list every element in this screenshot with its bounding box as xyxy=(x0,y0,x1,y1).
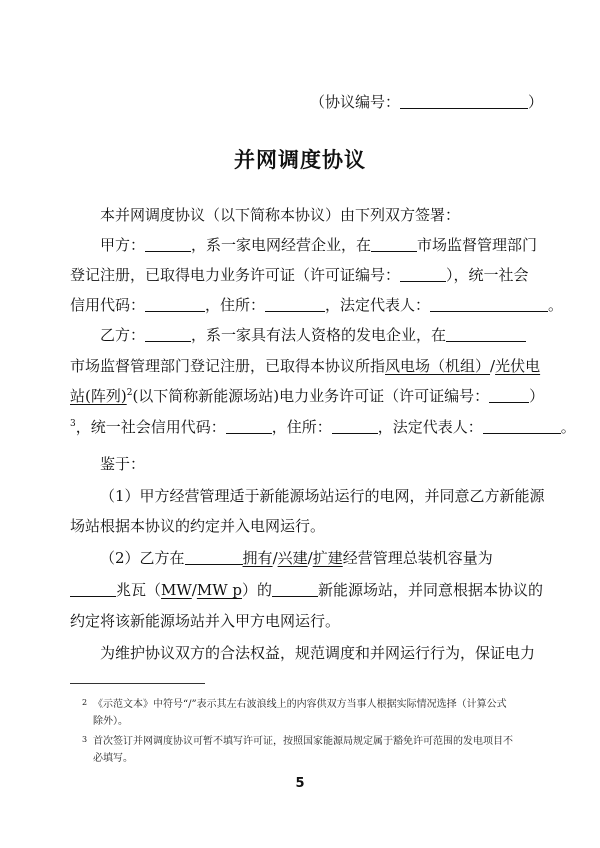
agreement-number-label: （协议编号： xyxy=(310,93,401,111)
option-pv-array: 站(阵列) xyxy=(70,387,127,405)
option-pv-station: 光伏电 xyxy=(495,357,541,375)
option-unit-mw: MW xyxy=(161,581,192,599)
item-1-line-2: 场站根据本协议的约定并入电网运行。 xyxy=(70,517,326,535)
footnote-2-marker: 2 xyxy=(82,698,88,707)
party-b-representative-blank xyxy=(483,418,561,434)
party-a-text: 信用代码： xyxy=(70,296,146,314)
party-a-text: ），统一社会 xyxy=(446,266,529,284)
party-b-text: ，住所： xyxy=(271,418,332,436)
option-separator: / xyxy=(272,549,278,567)
option-expansion: 扩建 xyxy=(312,549,343,567)
party-a-representative-blank xyxy=(430,296,548,312)
party-b-line-1 xyxy=(100,325,526,345)
item-2-line-2 xyxy=(70,580,543,600)
party-a-label: 甲方： xyxy=(100,236,146,254)
party-b-text: ） xyxy=(529,387,545,405)
party-b-text: 。 xyxy=(560,418,576,436)
station-name-blank xyxy=(272,581,318,597)
item-2-line-3: 约定将该新能源场站并入甲方电网运行。 xyxy=(70,612,341,630)
item-1-line-1: （1）甲方经营管理适于新能源场站运行的电网，并同意乙方新能源 xyxy=(100,487,545,505)
option-under-construction: 兴建 xyxy=(277,549,308,567)
party-a-text: 。 xyxy=(548,296,564,314)
option-separator: / xyxy=(490,357,496,375)
footnote-3-line-1: 首次签订并网调度协议可暂不填写许可证，按照国家能源局规定属于豁免许可范围的发电项目不 xyxy=(93,736,513,747)
item-2-text: ）的 xyxy=(242,581,273,599)
party-b-text: ，系一家具有法人资格的发电企业，在 xyxy=(191,326,447,344)
option-separator: / xyxy=(191,581,197,599)
party-a-license-blank xyxy=(400,266,446,282)
intro-paragraph: 本并网调度协议（以下简称本协议）由下列双方签署： xyxy=(100,206,461,224)
party-b-line-2 xyxy=(70,356,540,376)
capacity-blank xyxy=(70,581,116,597)
party-a-credit-code-blank xyxy=(145,296,205,312)
party-a-line-3 xyxy=(70,295,563,315)
footnote-divider xyxy=(70,683,205,684)
footnote-3-marker: 3 xyxy=(82,735,88,744)
party-b-label: 乙方： xyxy=(100,326,146,344)
party-b-text: ，统一社会信用代码： xyxy=(75,418,226,436)
item-2-text: 经营管理总装机容量为 xyxy=(342,549,493,567)
option-owned: 拥有 xyxy=(242,549,273,567)
whereas-heading: 鉴于： xyxy=(100,455,146,473)
party-b-text: (以下简称新能源场站)电力业务许可证（许可证编号： xyxy=(132,387,490,405)
item-2-location-blank xyxy=(185,549,243,565)
agreement-number-blank xyxy=(400,93,528,109)
page-number: 5 xyxy=(295,776,305,791)
item-2-text: 兆瓦（ xyxy=(116,581,162,599)
party-b-text: ，法定代表人： xyxy=(377,418,483,436)
party-a-region-blank xyxy=(371,236,417,252)
party-b-address-blank xyxy=(332,418,378,434)
party-b-name-blank xyxy=(145,326,191,342)
item-2-line-1 xyxy=(100,548,493,568)
footnote-2-line-1: 《示范文本》中符号“/”表示其左右波浪线上的内容供双方当事人根据实际情况选择（计算公式 xyxy=(93,699,507,710)
option-wind-farm: 风电场（机组） xyxy=(385,357,491,375)
party-b-credit-code-blank xyxy=(226,418,272,434)
footnote-ref-2: 2 xyxy=(126,388,133,398)
party-a-text: 登记注册，已取得电力业务许可证（许可证编号： xyxy=(70,266,401,284)
document-title: 并网调度协议 xyxy=(234,148,366,172)
agreement-number-close: ） xyxy=(528,93,544,111)
party-b-text: 市场监督管理部门登记注册，已取得本协议所指 xyxy=(70,357,386,375)
footnote-2-line-2: 除外）。 xyxy=(93,716,128,727)
footnote-ref-3: 3 xyxy=(70,419,76,429)
party-a-name-blank xyxy=(145,236,191,252)
party-a-line-1 xyxy=(100,235,537,255)
item-2-text: 新能源场站，并同意根据本协议的 xyxy=(318,581,544,599)
agreement-number xyxy=(310,92,543,112)
party-b-line-3 xyxy=(70,386,544,406)
purpose-paragraph: 为维护协议双方的合法权益，规范调度和并网运行行为，保证电力 xyxy=(100,644,536,662)
option-separator: / xyxy=(307,549,313,567)
party-b-line-4 xyxy=(70,417,576,437)
party-a-text: ，法定代表人： xyxy=(325,296,431,314)
party-a-text: 市场监督管理部门 xyxy=(417,236,538,254)
footnote-3-line-2: 必填写。 xyxy=(93,753,133,764)
party-b-region-blank xyxy=(446,326,526,342)
party-a-text: ，住所： xyxy=(205,296,266,314)
party-a-address-blank xyxy=(265,296,325,312)
option-unit-mwp: MW p xyxy=(196,581,243,599)
party-a-line-2 xyxy=(70,265,529,285)
party-b-license-blank xyxy=(489,387,529,403)
item-2-text: （2）乙方在 xyxy=(100,549,185,567)
party-a-text: ，系一家电网经营企业，在 xyxy=(191,236,372,254)
